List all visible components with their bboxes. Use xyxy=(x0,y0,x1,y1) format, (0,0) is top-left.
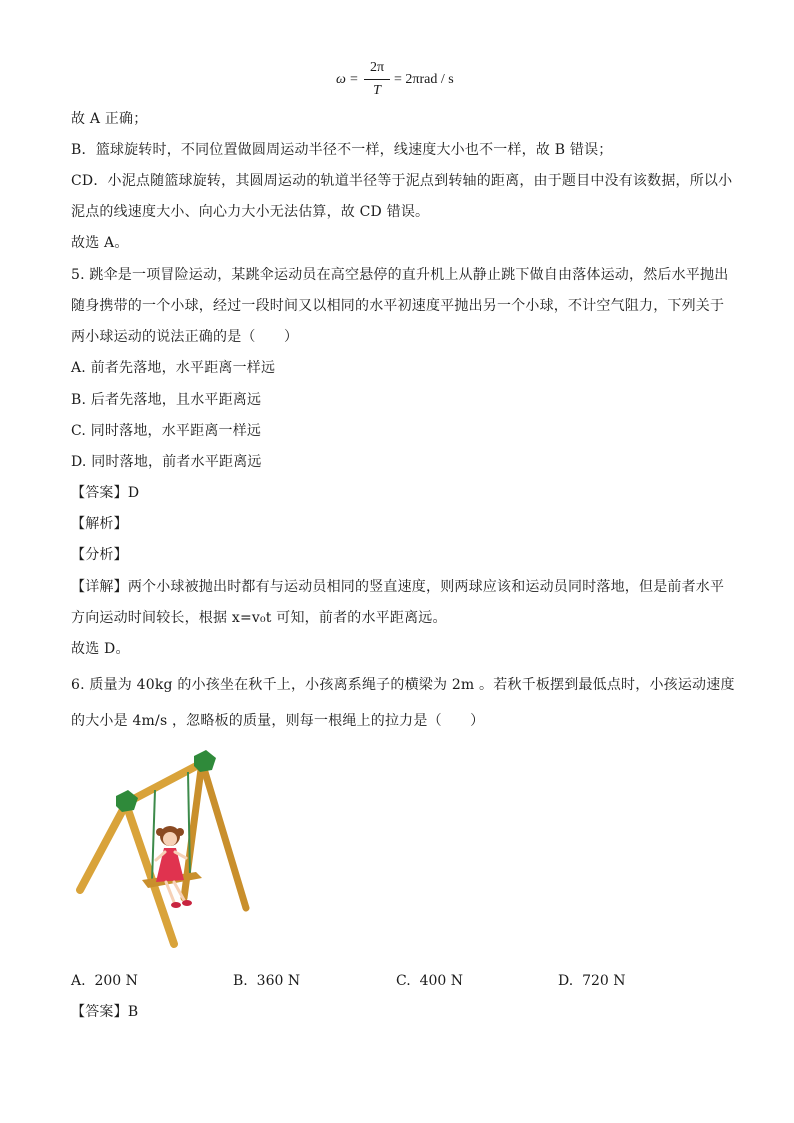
detail-tag: 【详解】 xyxy=(71,579,128,595)
question-5-detail-line xyxy=(71,577,724,597)
option-value: 200 N xyxy=(94,973,138,989)
question-5-option-a: A. 前者先落地，水平距离一样远 xyxy=(71,360,276,376)
question-5-stem-line: 5. 跳伞是一项冒险运动，某跳伞运动员在高空悬停的直升机上从静止跳下做自由落体运动，然后水平抛出 xyxy=(71,267,729,283)
question-6-option-b xyxy=(233,971,300,991)
breakdown-tag: 【分析】 xyxy=(71,547,128,563)
question-6-option-a xyxy=(71,971,138,991)
question-6-answer xyxy=(71,1002,138,1022)
option-value: 720 N xyxy=(582,973,626,989)
option-value: 400 N xyxy=(419,973,463,989)
option-label: D. xyxy=(558,973,574,989)
option-value: 360 N xyxy=(256,973,301,989)
formula-fraction xyxy=(364,58,390,101)
swing-cap-right xyxy=(194,750,216,772)
answer-value: B xyxy=(127,1004,139,1020)
question-6-stem-line: 6. 质量为 40kg 的小孩坐在秋千上，小孩离系绳子的横梁为 2m 。若秋千板摆到最低点时，小孩运动速度 xyxy=(71,677,735,693)
swing-front-leg-left xyxy=(80,804,126,890)
detail-text: 两个小球被抛出时都有与运动员相同的竖直速度，则两球应该和运动员同时落地，但是前者水平 xyxy=(127,579,725,595)
girl-hair-bun xyxy=(156,828,164,836)
formula-lhs: ω xyxy=(336,72,346,87)
question-5-option-d: D. 同时落地，前者水平距离远 xyxy=(71,454,262,470)
question-6-stem-line: 的大小是 4m/s ，忽略板的质量，则每一根绳上的拉力是（ ） xyxy=(71,713,485,729)
question-6-choices xyxy=(71,971,711,991)
question-5-conclusion: 故选 D。 xyxy=(71,641,130,657)
text-line: 故选 A。 xyxy=(71,235,129,251)
swing-illustration xyxy=(70,748,260,958)
swing-back-leg-right xyxy=(202,762,246,908)
question-5-stem-line: 随身携带的一个小球，经过一段时间又以相同的水平初速度平抛出另一个小球，不计空气阻力，下列关于 xyxy=(71,298,725,314)
girl-shoe xyxy=(182,900,192,906)
question-6-option-d xyxy=(558,971,626,991)
swing-rope xyxy=(152,790,155,882)
fraction-bar xyxy=(364,79,390,80)
question-5-option-b: B. 后者先落地，且水平距离远 xyxy=(71,392,262,408)
girl-hair-bun xyxy=(176,828,184,836)
text-line: CD．小泥点随篮球旋转，其圆周运动的轨道半径等于泥点到转轴的距离，由于题目中没有该数据，所以小 xyxy=(71,173,733,189)
question-5-detail-line: 方向运动时间较长，根据 x=v₀t 可知，前者的水平距离远。 xyxy=(71,610,447,626)
girl-shoe xyxy=(171,902,181,908)
swing-cap-left xyxy=(116,790,138,812)
text-line: 泥点的线速度大小、向心力大小无法估算，故 CD 错误。 xyxy=(71,204,430,220)
formula-numerator: 2π xyxy=(369,60,385,75)
question-6-option-c xyxy=(396,971,463,991)
angular-velocity-formula xyxy=(336,58,476,104)
girl-leg xyxy=(166,882,174,902)
answer-tag: 【答案】 xyxy=(71,485,128,501)
question-5-option-c: C. 同时落地，水平距离一样远 xyxy=(71,423,262,439)
girl-face xyxy=(163,832,177,846)
text-line: B．篮球旋转时，不同位置做圆周运动半径不一样，线速度大小也不一样，故 B 错误； xyxy=(71,142,613,158)
analysis-tag: 【解析】 xyxy=(71,516,128,532)
answer-tag: 【答案】 xyxy=(71,1004,128,1020)
formula-equals: = xyxy=(350,72,358,87)
option-label: A. xyxy=(71,973,86,989)
question-5-stem-line: 两小球运动的说法正确的是（ ） xyxy=(71,329,299,345)
option-label: B. xyxy=(233,973,248,989)
formula-rhs: = 2πrad / s xyxy=(394,72,454,87)
text-line: 故 A 正确； xyxy=(71,111,148,127)
swing-top-beam xyxy=(128,762,204,802)
question-5-answer xyxy=(71,483,139,503)
answer-value: D xyxy=(127,485,140,501)
option-label: C. xyxy=(396,973,411,989)
formula-denominator: T xyxy=(373,83,381,98)
